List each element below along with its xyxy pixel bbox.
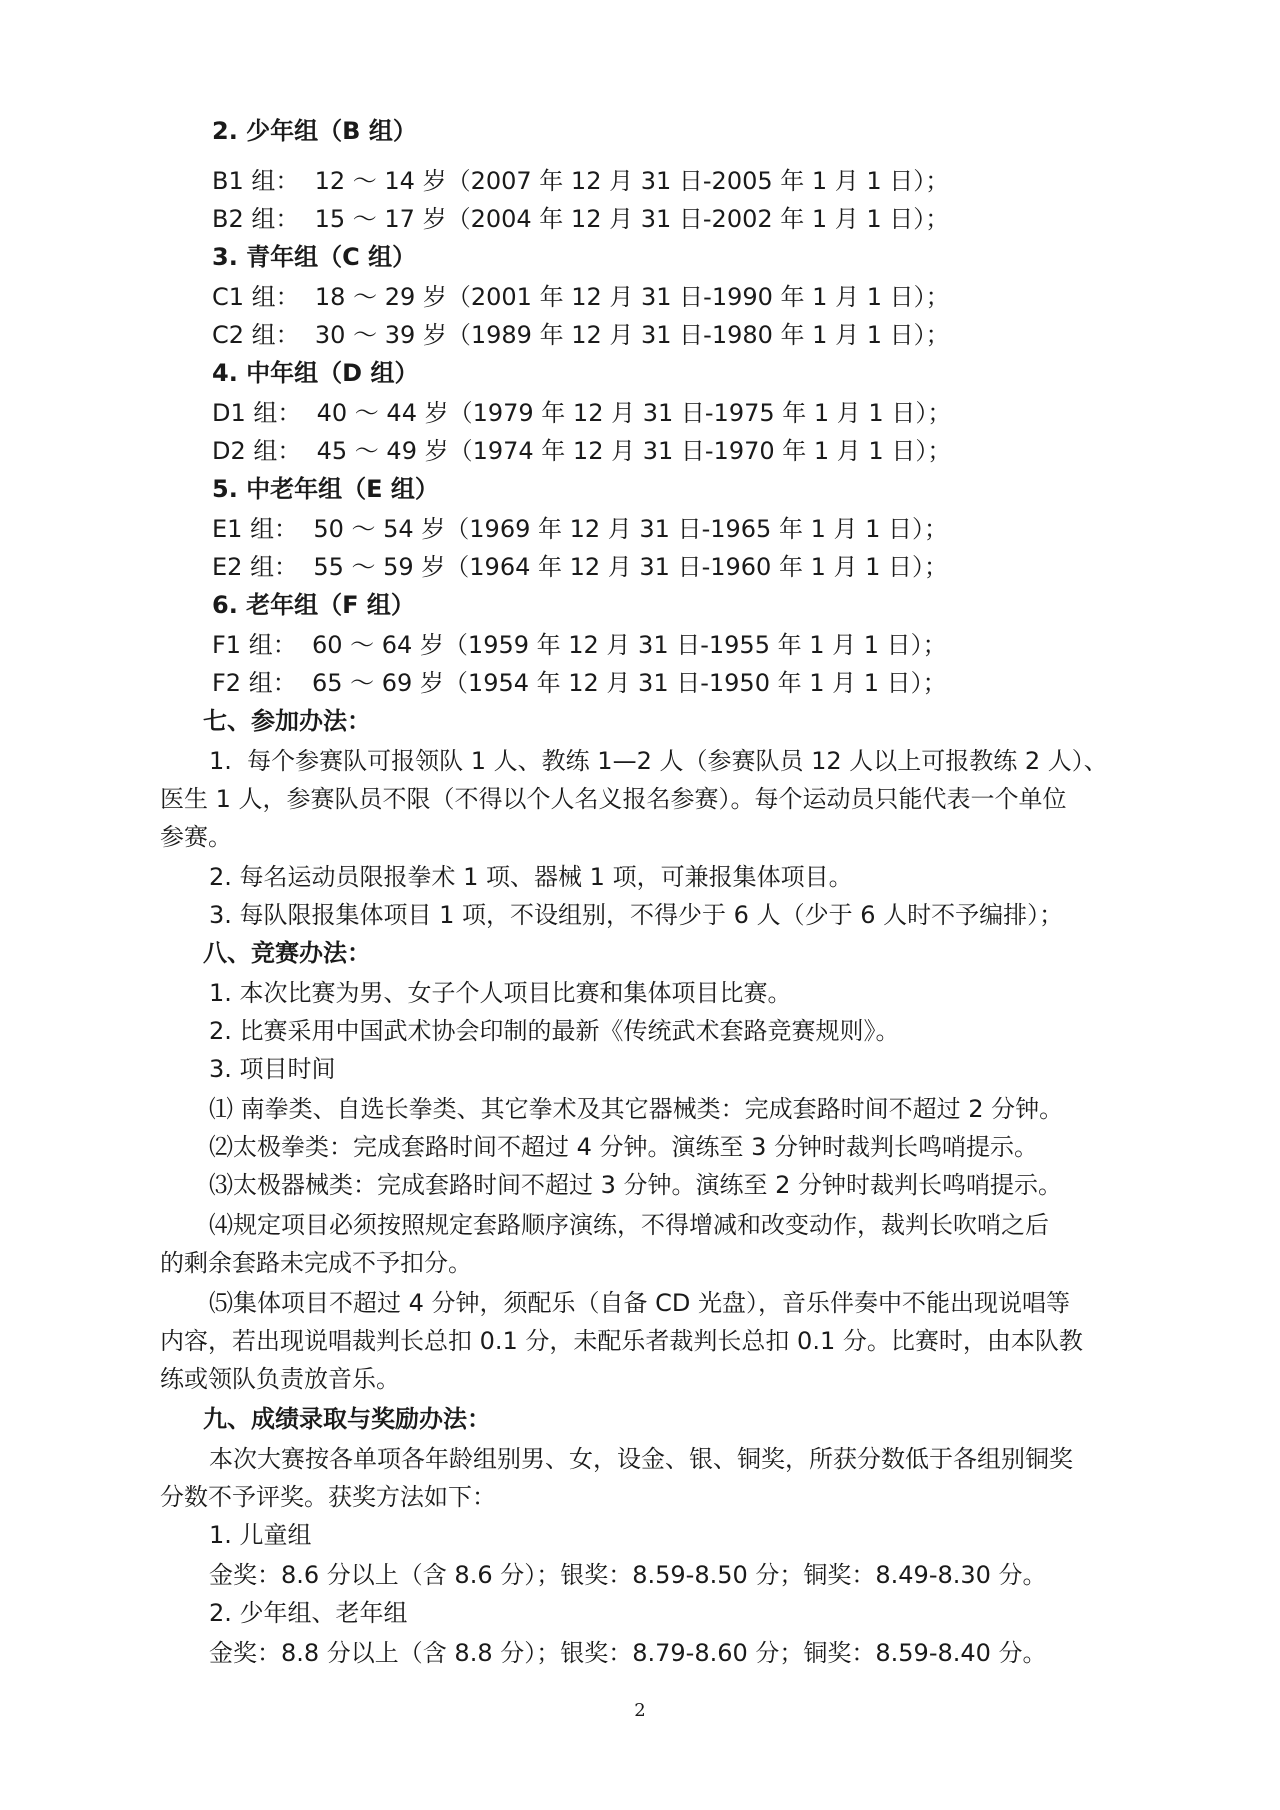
awards-intro-line2: 分数不予评奖。获奖方法如下： [160,1483,496,1511]
awards-heading: 九、成绩录取与奖励办法： [203,1405,491,1433]
participation-item1-line1: 1. 每个参赛队可报领队 1 人、教练 1—2 人（参赛队员 12 人以上可报教练 2 人）、 [209,747,1108,775]
participation-item1-line2: 医生 1 人，参赛队员不限（不得以个人名义报名参赛）。每个运动员只能代表一个单位 [160,785,1067,813]
awards-group2-title: 2. 少年组、老年组 [209,1599,408,1627]
competition-sub3: ⑶太极器械类：完成套路时间不超过 3 分钟。演练至 2 分钟时裁判长鸣哨提示。 [209,1171,1063,1199]
awards-group2-text: 金奖：8.8 分以上（含 8.8 分）；银奖：8.79-8.60 分；铜奖：8.59-8.40 分。 [209,1639,1047,1667]
page-number: 2 [634,1700,646,1721]
competition-item1: 1. 本次比赛为男、女子个人项目比赛和集体项目比赛。 [209,979,792,1007]
age-row-b1: B1 组： 12 ～ 14 岁（2007 年 12 月 31 日-2005 年 1 月 1 日）； [212,167,950,195]
age-group-b-heading: 2. 少年组（B 组） [212,117,417,145]
age-row-e2: E2 组： 55 ～ 59 岁（1964 年 12 月 31 日-1960 年 1 月 1 日）； [212,553,949,581]
competition-item3: 3. 项目时间 [209,1055,336,1083]
competition-item2: 2. 比赛采用中国武术协会印制的最新《传统武术套路竞赛规则》。 [209,1017,900,1045]
awards-group1-title: 1. 儿童组 [209,1521,312,1549]
age-row-f2: F2 组： 65 ～ 69 岁（1954 年 12 月 31 日-1950 年 1 月 1 日）； [212,669,947,697]
participation-item2: 2. 每名运动员限报拳术 1 项、器械 1 项，可兼报集体项目。 [209,863,853,891]
age-group-c-heading: 3. 青年组（C 组） [212,243,417,271]
age-row-c2: C2 组： 30 ～ 39 岁（1989 年 12 月 31 日-1980 年 1 月 1 日）； [212,321,950,349]
participation-heading: 七、参加办法： [203,707,371,735]
competition-heading: 八、竞赛办法： [203,939,371,967]
competition-sub5-line2: 内容，若出现说唱裁判长总扣 0.1 分，未配乐者裁判长总扣 0.1 分。比赛时，由本队教 [160,1327,1083,1355]
age-row-c1: C1 组： 18 ～ 29 岁（2001 年 12 月 31 日-1990 年 1 月 1 日）； [212,283,950,311]
age-row-b2: B2 组： 15 ～ 17 岁（2004 年 12 月 31 日-2002 年 1 月 1 日）； [212,205,950,233]
participation-item1-line3: 参赛。 [160,823,232,851]
age-row-d2: D2 组： 45 ～ 49 岁（1974 年 12 月 31 日-1970 年 1 月 1 日）； [212,437,952,465]
age-row-d1: D1 组： 40 ～ 44 岁（1979 年 12 月 31 日-1975 年 1 月 1 日）； [212,399,952,427]
age-group-d-heading: 4. 中年组（D 组） [212,359,419,387]
competition-sub2: ⑵太极拳类：完成套路时间不超过 4 分钟。演练至 3 分钟时裁判长鸣哨提示。 [209,1133,1039,1161]
age-group-f-heading: 6. 老年组（F 组） [212,591,415,619]
competition-sub5-line1: ⑸集体项目不超过 4 分钟，须配乐（自备 CD 光盘），音乐伴奏中不能出现说唱等 [209,1289,1071,1317]
competition-sub5-line3: 练或领队负责放音乐。 [160,1365,400,1393]
competition-sub1: ⑴ 南拳类、自选长拳类、其它拳术及其它器械类：完成套路时间不超过 2 分钟。 [209,1095,1064,1123]
awards-group1-text: 金奖：8.6 分以上（含 8.6 分）；银奖：8.59-8.50 分；铜奖：8.49-8.30 分。 [209,1561,1047,1589]
competition-sub4-line1: ⑷规定项目必须按照规定套路顺序演练，不得增减和改变动作，裁判长吹哨之后 [209,1211,1049,1239]
awards-intro-line1: 本次大赛按各单项各年龄组别男、女，设金、银、铜奖，所获分数低于各组别铜奖 [209,1445,1073,1473]
participation-item3: 3. 每队限报集体项目 1 项，不设组别，不得少于 6 人（少于 6 人时不予编排）； [209,901,1064,929]
age-group-e-heading: 5. 中老年组（E 组） [212,475,439,503]
age-row-f1: F1 组： 60 ～ 64 岁（1959 年 12 月 31 日-1955 年 1 月 1 日）； [212,631,947,659]
competition-sub4-line2: 的剩余套路未完成不予扣分。 [160,1249,472,1277]
age-row-e1: E1 组： 50 ～ 54 岁（1969 年 12 月 31 日-1965 年 1 月 1 日）； [212,515,949,543]
